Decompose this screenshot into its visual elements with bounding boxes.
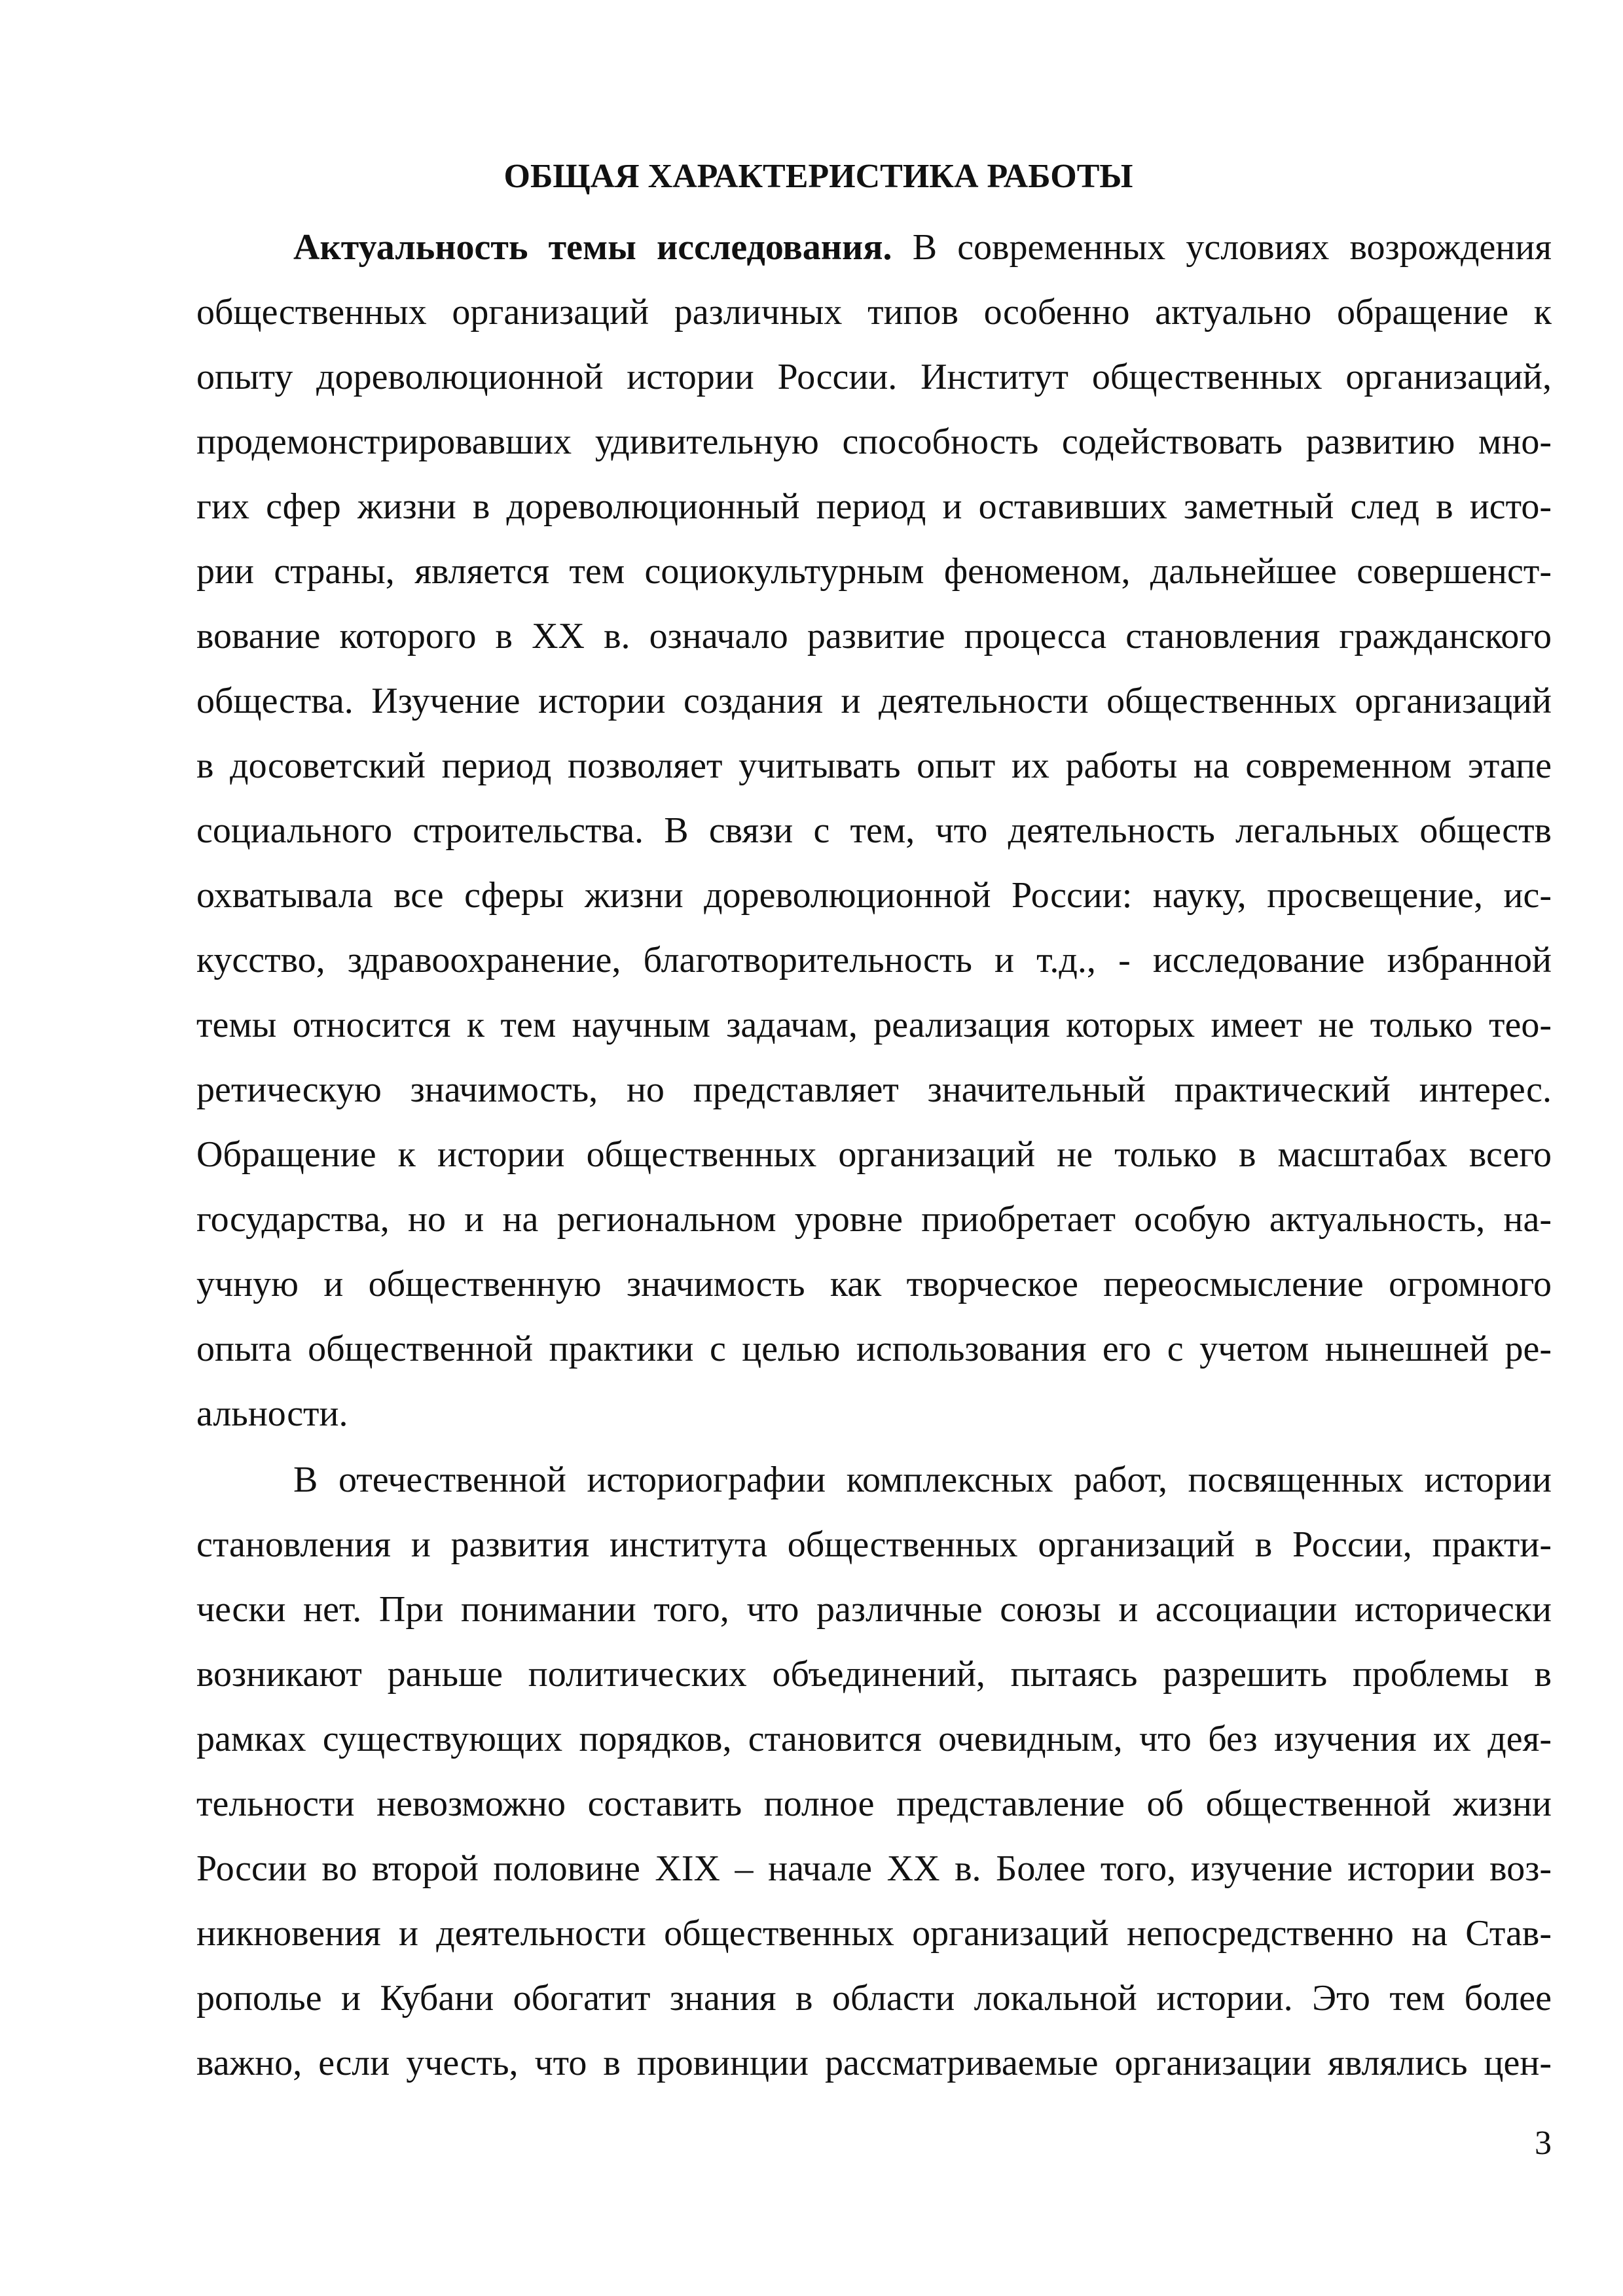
paragraph-1-line-6: рии страны, является тем социокультурным феноменом, дальнейшее совершенст- [196, 551, 1552, 592]
paragraph-1-line-2: общественных организаций различных типов особенно актуально обращение к [196, 292, 1552, 332]
paragraph-2-line-6: тельности невозможно составить полное представление об общественной жизни [196, 1784, 1552, 1824]
paragraph-2-line-8: никновения и деятельности общественных организаций непосредственно на Став- [196, 1913, 1552, 1954]
page-number: 3 [1535, 2125, 1552, 2162]
paragraph-2-line-9: рополье и Кубани обогатит знания в области локальной истории. Это тем более [196, 1978, 1552, 2018]
paragraph-2-line-10: важно, если учесть, что в провинции рассматриваемые организации являлись цен- [196, 2043, 1552, 2083]
paragraph-1-line-7: вование которого в XX в. означало развитие процесса становления гражданского [196, 616, 1552, 656]
paragraph-1-line-10: социального строительства. В связи с тем, что деятельность легальных обществ [196, 810, 1552, 851]
paragraph-1-line-3: опыту дореволюционной истории России. Институт общественных организаций, [196, 357, 1552, 397]
paragraph-1-line-12: кусство, здравоохранение, благотворительность и т.д., - исследование избранной [196, 940, 1552, 980]
paragraph-1-line-18: опыта общественной практики с целью использования его с учетом нынешней ре- [196, 1329, 1552, 1369]
paragraph-1-line-4: продемонстрировавших удивительную способность содействовать развитию мно- [196, 422, 1552, 462]
paragraph-2-line-2: становления и развития института общественных организаций в России, практи- [196, 1524, 1552, 1565]
paragraph-1-line-14: ретическую значимость, но представляет значительный практический интерес. [196, 1069, 1552, 1110]
paragraph-1-line-13: темы относится к тем научным задачам, реализация которых имеет не только тео- [196, 1005, 1552, 1045]
paragraph-2-line-3: чески нет. При понимании того, что различные союзы и ассоциации исторически [196, 1589, 1552, 1630]
paragraph-2-line-4: возникают раньше политических объединений, пытаясь разрешить проблемы в [196, 1654, 1552, 1695]
paragraph-1-line-8: общества. Изучение истории создания и деятельности общественных организаций [196, 681, 1552, 721]
paragraph-1-line-19: альности. [196, 1393, 348, 1434]
paragraph-1-line-11: охватывала все сферы жизни дореволюционной России: науку, просвещение, ис- [196, 875, 1552, 916]
paragraph-2-line-1: В отечественной историографии комплексных работ, посвященных истории [293, 1460, 1552, 1500]
paragraph-lead-bold: Актуальность темы исследования. [293, 227, 892, 268]
paragraph-1-line-5: гих сфер жизни в дореволюционный период и оставивших заметный след в исто- [196, 486, 1552, 527]
paragraph-1-line-16: государства, но и на региональном уровне приобретает особую актуальность, на- [196, 1199, 1552, 1240]
paragraph-2-line-7: России во второй половине XIX – начале XX в. Более того, изучение истории воз- [196, 1848, 1552, 1889]
paragraph-1-line-17: учную и общественную значимость как творческое переосмысление огромного [196, 1264, 1552, 1304]
section-heading: ОБЩАЯ ХАРАКТЕРИСТИКА РАБОТЫ [503, 158, 1133, 195]
paragraph-1-line-1 [293, 224, 1552, 270]
paragraph-1-line-15: Обращение к истории общественных организаций не только в масштабах всего [196, 1134, 1552, 1175]
paragraph-1-line-9: в досоветский период позволяет учитывать опыт их работы на современном этапе [196, 745, 1552, 786]
paragraph-1-line-1-text: В современных условиях возрождения [892, 227, 1552, 268]
paragraph-2-line-5: рамках существующих порядков, становится очевидным, что без изучения их дея- [196, 1719, 1552, 1759]
